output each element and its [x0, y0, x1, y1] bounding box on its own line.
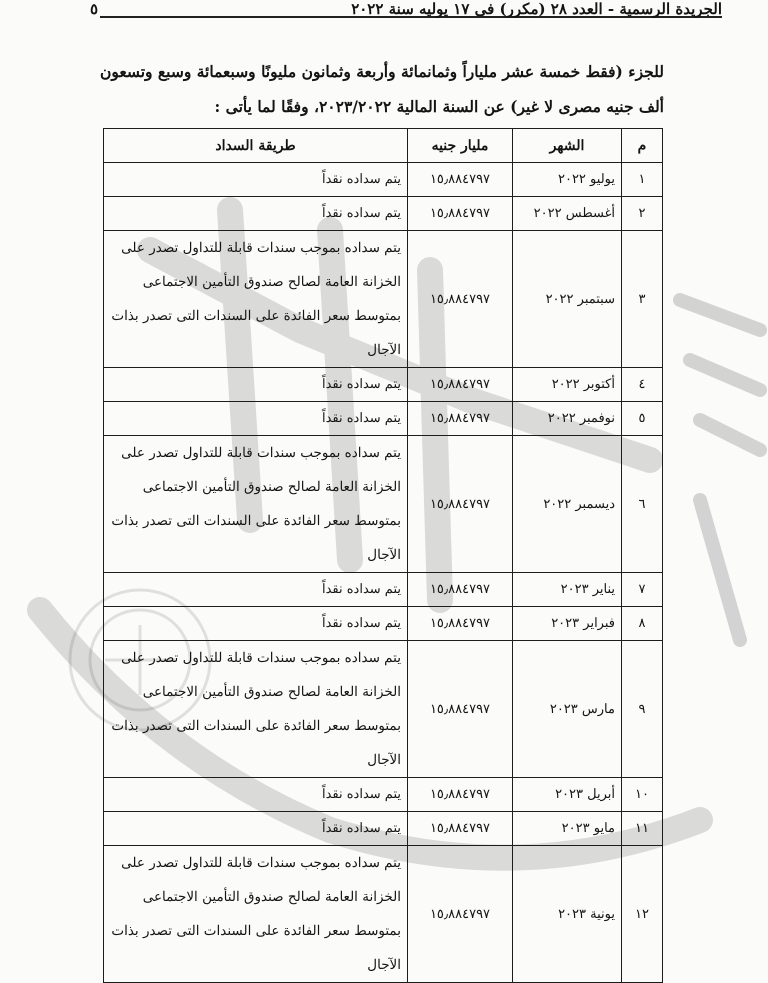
- row-month: أبريل ٢٠٢٣: [513, 778, 622, 812]
- table-header-row: [104, 129, 663, 163]
- row-method: يتم سداده نقداً: [104, 573, 408, 607]
- page-header: [90, 0, 722, 18]
- table-row: [104, 197, 663, 231]
- row-method: يتم سداده نقداً: [104, 607, 408, 641]
- row-method: يتم سداده نقداً: [104, 402, 408, 436]
- row-method: يتم سداده نقداً: [104, 368, 408, 402]
- row-num: ٦: [622, 436, 663, 573]
- row-method: يتم سداده نقداً: [104, 812, 408, 846]
- row-amount: ١٥٫٨٨٤٧٩٧: [408, 436, 513, 573]
- row-num: ٢: [622, 197, 663, 231]
- row-month: فبراير ٢٠٢٣: [513, 607, 622, 641]
- table-row: [104, 778, 663, 812]
- row-amount: ١٥٫٨٨٤٧٩٧: [408, 641, 513, 778]
- table-row: [104, 368, 663, 402]
- row-amount: ١٥٫٨٨٤٧٩٧: [408, 846, 513, 983]
- row-method: يتم سداده بموجب سندات قابلة للتداول تصدر على الخزانة العامة لصالح صندوق التأمين الاجتماعى بمتوسط سعر الفائدة على السندات التى تصدر بذات الآجال: [104, 641, 408, 778]
- row-num: ١: [622, 163, 663, 197]
- page-number: ٥: [90, 0, 99, 18]
- table-row: [104, 231, 663, 368]
- header-num: م: [622, 129, 663, 163]
- row-num: ٨: [622, 607, 663, 641]
- row-num: ١١: [622, 812, 663, 846]
- row-num: ٩: [622, 641, 663, 778]
- intro-line-2: ألف جنيه مصرى لا غير) عن السنة المالية ٢٠٢٣/٢٠٢٢، وفقًا لما يأتى :: [214, 97, 664, 116]
- row-amount: ١٥٫٨٨٤٧٩٧: [408, 163, 513, 197]
- row-num: ٤: [622, 368, 663, 402]
- row-month: أغسطس ٢٠٢٢: [513, 197, 622, 231]
- row-method: يتم سداده بموجب سندات قابلة للتداول تصدر على الخزانة العامة لصالح صندوق التأمين الاجتماعى بمتوسط سعر الفائدة على السندات التى تصدر بذات الآجال: [104, 846, 408, 983]
- intro-paragraph: [100, 54, 664, 124]
- header-amount: مليار جنيه: [408, 129, 513, 163]
- row-amount: ١٥٫٨٨٤٧٩٧: [408, 607, 513, 641]
- table-row: [104, 607, 663, 641]
- row-month: يونية ٢٠٢٣: [513, 846, 622, 983]
- row-num: ١٢: [622, 846, 663, 983]
- row-amount: ١٥٫٨٨٤٧٩٧: [408, 812, 513, 846]
- row-amount: ١٥٫٨٨٤٧٩٧: [408, 197, 513, 231]
- intro-line-1: للجزء (فقط خمسة عشر ملياراً وثمانمائة وأربعة وثمانون مليونًا وسبعمائة وسبع وتسعون: [100, 62, 664, 81]
- row-amount: ١٥٫٨٨٤٧٩٧: [408, 573, 513, 607]
- row-amount: ١٥٫٨٨٤٧٩٧: [408, 778, 513, 812]
- row-method: يتم سداده بموجب سندات قابلة للتداول تصدر على الخزانة العامة لصالح صندوق التأمين الاجتماعى بمتوسط سعر الفائدة على السندات التى تصدر بذات الآجال: [104, 436, 408, 573]
- row-amount: ١٥٫٨٨٤٧٩٧: [408, 368, 513, 402]
- payment-schedule-table: [103, 128, 663, 983]
- row-month: أكتوبر ٢٠٢٢: [513, 368, 622, 402]
- header-month: الشهر: [513, 129, 622, 163]
- header-method: طريقة السداد: [104, 129, 408, 163]
- row-method: يتم سداده نقداً: [104, 163, 408, 197]
- table-row: [104, 436, 663, 573]
- row-num: ١٠: [622, 778, 663, 812]
- row-method: يتم سداده نقداً: [104, 197, 408, 231]
- row-num: ٧: [622, 573, 663, 607]
- row-amount: ١٥٫٨٨٤٧٩٧: [408, 231, 513, 368]
- row-num: ٥: [622, 402, 663, 436]
- row-month: نوفمبر ٢٠٢٢: [513, 402, 622, 436]
- row-method: يتم سداده بموجب سندات قابلة للتداول تصدر على الخزانة العامة لصالح صندوق التأمين الاجتماعى بمتوسط سعر الفائدة على السندات التى تصدر بذات الآجال: [104, 231, 408, 368]
- row-month: يناير ٢٠٢٣: [513, 573, 622, 607]
- table-row: [104, 573, 663, 607]
- row-num: ٣: [622, 231, 663, 368]
- table-row: [104, 846, 663, 983]
- row-month: ديسمبر ٢٠٢٢: [513, 436, 622, 573]
- row-month: يوليو ٢٠٢٢: [513, 163, 622, 197]
- running-head: الجريدة الرسمية - العدد ٢٨ (مكرر) فى ١٧ يوليه سنة ٢٠٢٢: [351, 0, 722, 18]
- table-row: [104, 163, 663, 197]
- row-month: مارس ٢٠٢٣: [513, 641, 622, 778]
- table-row: [104, 402, 663, 436]
- table-row: [104, 641, 663, 778]
- table-row: [104, 812, 663, 846]
- row-month: مايو ٢٠٢٣: [513, 812, 622, 846]
- row-method: يتم سداده نقداً: [104, 778, 408, 812]
- row-amount: ١٥٫٨٨٤٧٩٧: [408, 402, 513, 436]
- row-month: سبتمبر ٢٠٢٢: [513, 231, 622, 368]
